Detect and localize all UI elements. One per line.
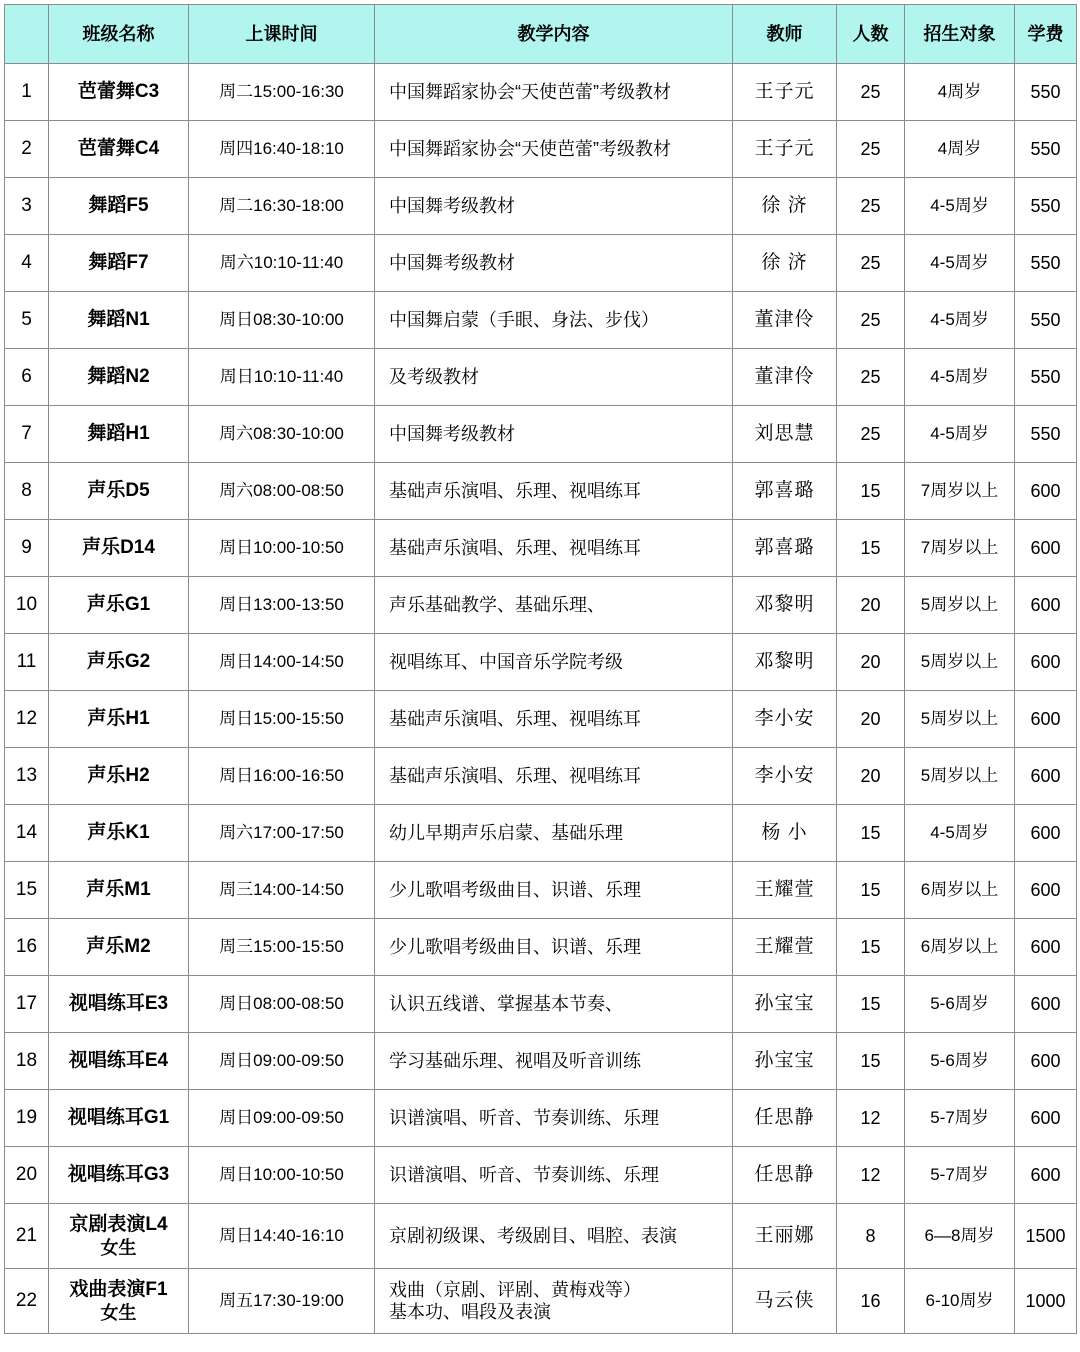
table-row — [5, 520, 1077, 577]
header-fee: 学费 — [1015, 5, 1077, 64]
capacity-cell: 25 — [837, 178, 905, 235]
row-index: 21 — [5, 1204, 49, 1269]
table-body — [5, 64, 1077, 1334]
teacher-cell: 徐 济 — [733, 235, 837, 292]
class-content-cell: 幼儿早期声乐启蒙、基础乐理 — [375, 805, 733, 862]
target-cell: 4-5周岁 — [905, 178, 1015, 235]
table-row — [5, 64, 1077, 121]
class-time-cell: 周六10:10-11:40 — [189, 235, 375, 292]
target-cell: 5周岁以上 — [905, 691, 1015, 748]
table-row — [5, 1033, 1077, 1090]
class-content-cell: 少儿歌唱考级曲目、识谱、乐理 — [375, 919, 733, 976]
teacher-cell: 董津伶 — [733, 292, 837, 349]
teacher-cell: 王耀萱 — [733, 919, 837, 976]
class-content-cell: 中国舞考级教材 — [375, 406, 733, 463]
class-time-cell: 周日14:00-14:50 — [189, 634, 375, 691]
row-index: 13 — [5, 748, 49, 805]
fee-cell: 600 — [1015, 862, 1077, 919]
target-cell: 4周岁 — [905, 121, 1015, 178]
class-time-cell: 周六08:00-08:50 — [189, 463, 375, 520]
target-cell: 6周岁以上 — [905, 919, 1015, 976]
table-row — [5, 121, 1077, 178]
capacity-cell: 15 — [837, 520, 905, 577]
class-content-cell: 基础声乐演唱、乐理、视唱练耳 — [375, 691, 733, 748]
class-content-cell: 中国舞蹈家协会“天使芭蕾”考级教材 — [375, 64, 733, 121]
class-time-cell: 周日14:40-16:10 — [189, 1204, 375, 1269]
class-time-cell: 周三15:00-15:50 — [189, 919, 375, 976]
capacity-cell: 20 — [837, 748, 905, 805]
teacher-cell: 李小安 — [733, 748, 837, 805]
header-index — [5, 5, 49, 64]
class-content-cell: 少儿歌唱考级曲目、识谱、乐理 — [375, 862, 733, 919]
row-index: 10 — [5, 577, 49, 634]
table-row — [5, 634, 1077, 691]
header-teacher: 教师 — [733, 5, 837, 64]
table-row — [5, 976, 1077, 1033]
target-cell: 5-7周岁 — [905, 1090, 1015, 1147]
row-index: 17 — [5, 976, 49, 1033]
class-time-cell: 周日13:00-13:50 — [189, 577, 375, 634]
class-name-cell: 芭蕾舞C3 — [49, 64, 189, 121]
fee-cell: 1500 — [1015, 1204, 1077, 1269]
teacher-cell: 孙宝宝 — [733, 976, 837, 1033]
teacher-cell: 李小安 — [733, 691, 837, 748]
fee-cell: 600 — [1015, 691, 1077, 748]
fee-cell: 1000 — [1015, 1269, 1077, 1334]
class-content-cell: 声乐基础教学、基础乐理、 — [375, 577, 733, 634]
row-index: 11 — [5, 634, 49, 691]
capacity-cell: 12 — [837, 1147, 905, 1204]
class-content-cell: 认识五线谱、掌握基本节奏、 — [375, 976, 733, 1033]
class-time-cell: 周四16:40-18:10 — [189, 121, 375, 178]
row-index: 1 — [5, 64, 49, 121]
target-cell: 4-5周岁 — [905, 805, 1015, 862]
capacity-cell: 25 — [837, 121, 905, 178]
target-cell: 4周岁 — [905, 64, 1015, 121]
fee-cell: 550 — [1015, 121, 1077, 178]
capacity-cell: 25 — [837, 64, 905, 121]
row-index: 6 — [5, 349, 49, 406]
row-index: 2 — [5, 121, 49, 178]
class-name-cell: 舞蹈F5 — [49, 178, 189, 235]
target-cell: 5-6周岁 — [905, 1033, 1015, 1090]
target-cell: 4-5周岁 — [905, 292, 1015, 349]
table-row — [5, 178, 1077, 235]
class-name-cell: 芭蕾舞C4 — [49, 121, 189, 178]
header-content: 教学内容 — [375, 5, 733, 64]
class-content-cell: 及考级教材 — [375, 349, 733, 406]
header-class-name: 班级名称 — [49, 5, 189, 64]
table-row — [5, 349, 1077, 406]
class-time-cell: 周二15:00-16:30 — [189, 64, 375, 121]
fee-cell: 600 — [1015, 976, 1077, 1033]
fee-cell: 600 — [1015, 1090, 1077, 1147]
table-row — [5, 1090, 1077, 1147]
target-cell: 7周岁以上 — [905, 463, 1015, 520]
fee-cell: 600 — [1015, 805, 1077, 862]
class-time-cell: 周五17:30-19:00 — [189, 1269, 375, 1334]
target-cell: 5-7周岁 — [905, 1147, 1015, 1204]
teacher-cell: 杨 小 — [733, 805, 837, 862]
class-name-cell: 声乐H2 — [49, 748, 189, 805]
class-content-cell: 学习基础乐理、视唱及听音训练 — [375, 1033, 733, 1090]
class-time-cell: 周日16:00-16:50 — [189, 748, 375, 805]
target-cell: 4-5周岁 — [905, 235, 1015, 292]
fee-cell: 600 — [1015, 520, 1077, 577]
capacity-cell: 15 — [837, 976, 905, 1033]
fee-cell: 600 — [1015, 463, 1077, 520]
course-schedule-sheet — [0, 4, 1080, 1352]
table-row — [5, 406, 1077, 463]
table-row — [5, 463, 1077, 520]
capacity-cell: 15 — [837, 805, 905, 862]
class-name-cell: 戏曲表演F1 女生 — [49, 1269, 189, 1334]
class-name-cell: 声乐M1 — [49, 862, 189, 919]
target-cell: 4-5周岁 — [905, 349, 1015, 406]
table-row — [5, 577, 1077, 634]
teacher-cell: 王耀萱 — [733, 862, 837, 919]
teacher-cell: 马云侠 — [733, 1269, 837, 1334]
class-name-cell: 声乐D14 — [49, 520, 189, 577]
class-time-cell: 周三14:00-14:50 — [189, 862, 375, 919]
table-row — [5, 748, 1077, 805]
class-name-cell: 视唱练耳E4 — [49, 1033, 189, 1090]
fee-cell: 600 — [1015, 634, 1077, 691]
target-cell: 6—8周岁 — [905, 1204, 1015, 1269]
row-index: 18 — [5, 1033, 49, 1090]
row-index: 20 — [5, 1147, 49, 1204]
class-content-cell: 基础声乐演唱、乐理、视唱练耳 — [375, 748, 733, 805]
row-index: 4 — [5, 235, 49, 292]
teacher-cell: 郭喜璐 — [733, 520, 837, 577]
class-content-cell: 中国舞考级教材 — [375, 235, 733, 292]
header-capacity: 人数 — [837, 5, 905, 64]
capacity-cell: 25 — [837, 235, 905, 292]
table-row — [5, 805, 1077, 862]
header-row — [5, 5, 1077, 64]
capacity-cell: 25 — [837, 292, 905, 349]
target-cell: 5周岁以上 — [905, 748, 1015, 805]
capacity-cell: 25 — [837, 349, 905, 406]
fee-cell: 600 — [1015, 577, 1077, 634]
target-cell: 5周岁以上 — [905, 577, 1015, 634]
header-target: 招生对象 — [905, 5, 1015, 64]
target-cell: 6-10周岁 — [905, 1269, 1015, 1334]
row-index: 8 — [5, 463, 49, 520]
class-time-cell: 周日09:00-09:50 — [189, 1090, 375, 1147]
teacher-cell: 任思静 — [733, 1090, 837, 1147]
row-index: 12 — [5, 691, 49, 748]
fee-cell: 600 — [1015, 919, 1077, 976]
class-name-cell: 声乐G1 — [49, 577, 189, 634]
teacher-cell: 任思静 — [733, 1147, 837, 1204]
header-time: 上课时间 — [189, 5, 375, 64]
class-time-cell: 周日09:00-09:50 — [189, 1033, 375, 1090]
row-index: 15 — [5, 862, 49, 919]
class-name-cell: 声乐G2 — [49, 634, 189, 691]
class-content-cell: 中国舞考级教材 — [375, 178, 733, 235]
capacity-cell: 15 — [837, 463, 905, 520]
target-cell: 5-6周岁 — [905, 976, 1015, 1033]
table-row — [5, 235, 1077, 292]
capacity-cell: 20 — [837, 691, 905, 748]
class-name-cell: 视唱练耳E3 — [49, 976, 189, 1033]
capacity-cell: 25 — [837, 406, 905, 463]
row-index: 14 — [5, 805, 49, 862]
class-name-cell: 舞蹈F7 — [49, 235, 189, 292]
fee-cell: 550 — [1015, 178, 1077, 235]
row-index: 5 — [5, 292, 49, 349]
table-row — [5, 1204, 1077, 1269]
table-row — [5, 919, 1077, 976]
class-time-cell: 周日10:10-11:40 — [189, 349, 375, 406]
class-time-cell: 周六17:00-17:50 — [189, 805, 375, 862]
teacher-cell: 王丽娜 — [733, 1204, 837, 1269]
class-time-cell: 周日08:30-10:00 — [189, 292, 375, 349]
class-content-cell: 基础声乐演唱、乐理、视唱练耳 — [375, 463, 733, 520]
capacity-cell: 8 — [837, 1204, 905, 1269]
class-time-cell: 周日15:00-15:50 — [189, 691, 375, 748]
target-cell: 7周岁以上 — [905, 520, 1015, 577]
fee-cell: 550 — [1015, 349, 1077, 406]
teacher-cell: 邓黎明 — [733, 634, 837, 691]
class-name-cell: 声乐H1 — [49, 691, 189, 748]
class-content-cell: 视唱练耳、中国音乐学院考级 — [375, 634, 733, 691]
fee-cell: 550 — [1015, 235, 1077, 292]
row-index: 7 — [5, 406, 49, 463]
teacher-cell: 王子元 — [733, 64, 837, 121]
table-row — [5, 292, 1077, 349]
class-name-cell: 声乐M2 — [49, 919, 189, 976]
fee-cell: 600 — [1015, 1033, 1077, 1090]
class-content-cell: 中国舞蹈家协会“天使芭蕾”考级教材 — [375, 121, 733, 178]
row-index: 19 — [5, 1090, 49, 1147]
fee-cell: 600 — [1015, 1147, 1077, 1204]
teacher-cell: 邓黎明 — [733, 577, 837, 634]
capacity-cell: 15 — [837, 919, 905, 976]
table-row — [5, 862, 1077, 919]
table-row — [5, 1269, 1077, 1334]
capacity-cell: 15 — [837, 862, 905, 919]
teacher-cell: 董津伶 — [733, 349, 837, 406]
class-content-cell: 基础声乐演唱、乐理、视唱练耳 — [375, 520, 733, 577]
teacher-cell: 郭喜璐 — [733, 463, 837, 520]
class-time-cell: 周日10:00-10:50 — [189, 1147, 375, 1204]
table-row — [5, 691, 1077, 748]
row-index: 16 — [5, 919, 49, 976]
class-name-cell: 声乐K1 — [49, 805, 189, 862]
row-index: 22 — [5, 1269, 49, 1334]
teacher-cell: 王子元 — [733, 121, 837, 178]
course-table — [4, 4, 1077, 1334]
class-content-cell: 识谱演唱、听音、节奏训练、乐理 — [375, 1147, 733, 1204]
row-index: 3 — [5, 178, 49, 235]
capacity-cell: 12 — [837, 1090, 905, 1147]
class-name-cell: 京剧表演L4 女生 — [49, 1204, 189, 1269]
class-name-cell: 舞蹈N1 — [49, 292, 189, 349]
class-time-cell: 周二16:30-18:00 — [189, 178, 375, 235]
class-name-cell: 声乐D5 — [49, 463, 189, 520]
class-name-cell: 舞蹈H1 — [49, 406, 189, 463]
class-content-cell: 中国舞启蒙（手眼、身法、步伐） — [375, 292, 733, 349]
capacity-cell: 20 — [837, 577, 905, 634]
fee-cell: 550 — [1015, 406, 1077, 463]
fee-cell: 600 — [1015, 748, 1077, 805]
table-header — [5, 5, 1077, 64]
class-content-cell: 戏曲（京剧、评剧、黄梅戏等） 基本功、唱段及表演 — [375, 1269, 733, 1334]
table-row — [5, 1147, 1077, 1204]
class-time-cell: 周日10:00-10:50 — [189, 520, 375, 577]
target-cell: 6周岁以上 — [905, 862, 1015, 919]
class-time-cell: 周六08:30-10:00 — [189, 406, 375, 463]
class-content-cell: 识谱演唱、听音、节奏训练、乐理 — [375, 1090, 733, 1147]
teacher-cell: 徐 济 — [733, 178, 837, 235]
capacity-cell: 16 — [837, 1269, 905, 1334]
teacher-cell: 孙宝宝 — [733, 1033, 837, 1090]
class-name-cell: 视唱练耳G1 — [49, 1090, 189, 1147]
row-index: 9 — [5, 520, 49, 577]
target-cell: 4-5周岁 — [905, 406, 1015, 463]
class-content-cell: 京剧初级课、考级剧目、唱腔、表演 — [375, 1204, 733, 1269]
fee-cell: 550 — [1015, 64, 1077, 121]
fee-cell: 550 — [1015, 292, 1077, 349]
capacity-cell: 20 — [837, 634, 905, 691]
teacher-cell: 刘思慧 — [733, 406, 837, 463]
class-name-cell: 视唱练耳G3 — [49, 1147, 189, 1204]
class-name-cell: 舞蹈N2 — [49, 349, 189, 406]
target-cell: 5周岁以上 — [905, 634, 1015, 691]
class-time-cell: 周日08:00-08:50 — [189, 976, 375, 1033]
capacity-cell: 15 — [837, 1033, 905, 1090]
